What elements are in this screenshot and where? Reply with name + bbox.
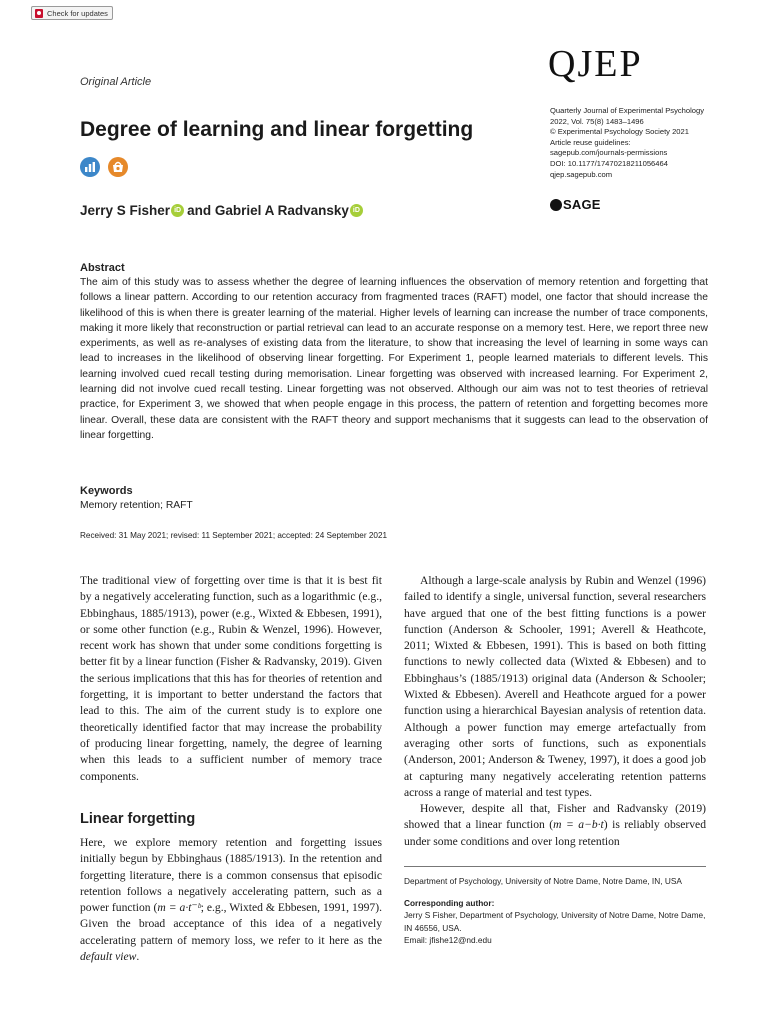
orcid-icon[interactable]: iD bbox=[350, 204, 363, 217]
text-span: ; e.g., Wixted & Ebbesen, 1991, 1997). Given the broad acceptance of this idea of a negatively accelerating pattern of memory loss, we refer to it here as the bbox=[80, 901, 382, 947]
copyright: © Experimental Psychology Society 2021 bbox=[550, 127, 689, 137]
author-name[interactable]: Jerry S Fisher bbox=[80, 203, 171, 218]
author-name[interactable]: Gabriel A Radvansky bbox=[214, 203, 349, 218]
text-span: Here, we explore memory retention and forgetting issues initially begun by Ebbinghaus (1885/1913). In the retention and forgetting literature, there is a common consensus that episodic retention follows a negatively accelerating pattern, such as a power function ( bbox=[80, 836, 382, 915]
body-paragraph: The traditional view of forgetting over time is that it is best fit by a negatively accelerating function, such as a logarithmic (e.g., Ebbinghaus, 1885/1913), power (e.g., Wixted & Ebbesen, 1991), or some other function (e.g., Rubin & Wenzel, 1996). However, recent work has shown that under some conditions forgetting is better fit by a linear function (Fisher & Radvansky, 2019). Given the serious implications that this has for theories of retention and forgetting, it is important to better understand the factors that lead to this. The aim of the current study is to explore one theoretically identified factor that may increase the probability of producing linear forgetting, namely, the degree of learning when this leads to a sufficient number of memory trace components. bbox=[80, 574, 382, 783]
abstract-text: The aim of this study was to assess whether the degree of learning influences the observation of memory retention and forgetting that follows a linear pattern. According to our retention accuracy from fragmented traces (RAFT) model, one factor that should increase the likelihood of this is when there is greater learning of the material. Higher levels of learning can increase the number of trace components, making it more likely that reconstruction or partial retrieval can lead to an accurate response on a memory test. Here, we report three new experiments, as well as re-analyses of existing data from the literature, to show that increasing the level of learning in some ways can lead to increases in the likelihood of observing linear forgetting. For Experiment 1, people learned materials to different levels. This learning involved cued recall testing during memorisation. Linear forgetting was observed with increased learning. For Experiment 2, learning did not involve cued recall testing. Linear forgetting was not observed. Although our aim was not to test theories of retrieval practice, for Experiment 3, we showed that when people engage in this process, the pattern of retention and forgetting becomes more linear. Overall, these data are consistent with the RAFT theory and support mechanisms that it suggests can lead to the observation of linear forgetting. bbox=[80, 277, 708, 441]
author-connector: and bbox=[187, 203, 212, 218]
corresponding-author-text: Jerry S Fisher, Department of Psychology, University of Notre Dame, Notre Dame, IN 46556, USA. bbox=[404, 910, 706, 933]
publisher-name: SAGE bbox=[563, 197, 601, 212]
text-span: . bbox=[136, 950, 140, 964]
reuse-link[interactable]: sagepub.com/journals-permissions bbox=[550, 148, 668, 158]
sage-logo-icon bbox=[550, 199, 562, 211]
orcid-icon[interactable]: iD bbox=[171, 204, 184, 217]
check-for-updates-button[interactable] bbox=[31, 6, 113, 20]
article-type: Original Article bbox=[80, 76, 152, 88]
affiliation: Department of Psychology, University of Notre Dame, Notre Dame, IN, USA bbox=[404, 876, 682, 886]
footnote-divider bbox=[404, 866, 706, 867]
formula: m = a−b·t bbox=[553, 818, 604, 832]
body-paragraph bbox=[80, 835, 382, 965]
publication-info bbox=[550, 106, 720, 180]
open-data-badge-icon[interactable] bbox=[80, 157, 100, 177]
italic-term: default view bbox=[80, 950, 137, 964]
footnote bbox=[404, 875, 706, 947]
section-heading: Linear forgetting bbox=[80, 811, 196, 827]
journal-site-link[interactable]: qjep.sagepub.com bbox=[550, 169, 613, 179]
corresponding-author-heading: Corresponding author: bbox=[404, 897, 495, 908]
open-materials-badge-icon[interactable] bbox=[108, 157, 128, 177]
body-column-right bbox=[404, 573, 706, 850]
body-paragraph: Although a large-scale analysis by Rubin and Wenzel (1996) failed to identify a single, universal function, several researchers have argued that one of the best fitting functions is a power function (Anderson & Schooler, 1991; Averell & Heathcote, 2011; Wixted & Ebbesen, 1991). This is based on both fitting functions to newly collected data (Wixted & Ebbesen) and to Ebbinghaus’s (1885/1913) original data (Anderson & Schooler; Wixted & Ebbesen). Averell and Heathcote argued for a power function using a hierarchical Bayesian analysis of retention data. Although a power function may emerge artefactually from averaging other sorts of functions, such as exponentials (Anderson, 2001; Anderson & Tweney, 1997), it does a good job at capturing many negatively accelerating retention patterns across a range of material and test types. bbox=[404, 574, 706, 799]
body-paragraph bbox=[404, 801, 706, 850]
article-title: Degree of learning and linear forgetting bbox=[80, 118, 474, 141]
keywords-heading: Keywords bbox=[80, 485, 133, 497]
abstract-heading: Abstract bbox=[80, 262, 125, 274]
journal-logo: QJEP bbox=[548, 43, 643, 85]
formula: m = a·t⁻ᵇ bbox=[157, 901, 201, 915]
article-dates: Received: 31 May 2021; revised: 11 September 2021; accepted: 24 September 2021 bbox=[80, 531, 388, 540]
reuse-label: Article reuse guidelines: bbox=[550, 137, 631, 147]
publisher-logo bbox=[550, 197, 601, 212]
author-list bbox=[80, 203, 366, 218]
doi-link[interactable]: DOI: 10.1177/17470218211056464 bbox=[550, 158, 668, 168]
text-span: However, despite all that, Fisher and Radvansky (2019) showed that a linear function ( bbox=[404, 802, 706, 832]
text-span: ) is reliably observed under some conditions and over long retention bbox=[404, 818, 707, 848]
email-link[interactable]: Email: jfishe12@nd.edu bbox=[404, 935, 492, 946]
volume-info: 2022, Vol. 75(8) 1483–1496 bbox=[550, 116, 644, 126]
keywords-text: Memory retention; RAFT bbox=[80, 500, 193, 511]
journal-name: Quarterly Journal of Experimental Psychology bbox=[550, 106, 705, 115]
check-for-updates-label: Check for updates bbox=[47, 8, 108, 18]
open-science-badges bbox=[80, 157, 128, 177]
bookmark-icon bbox=[35, 9, 43, 18]
